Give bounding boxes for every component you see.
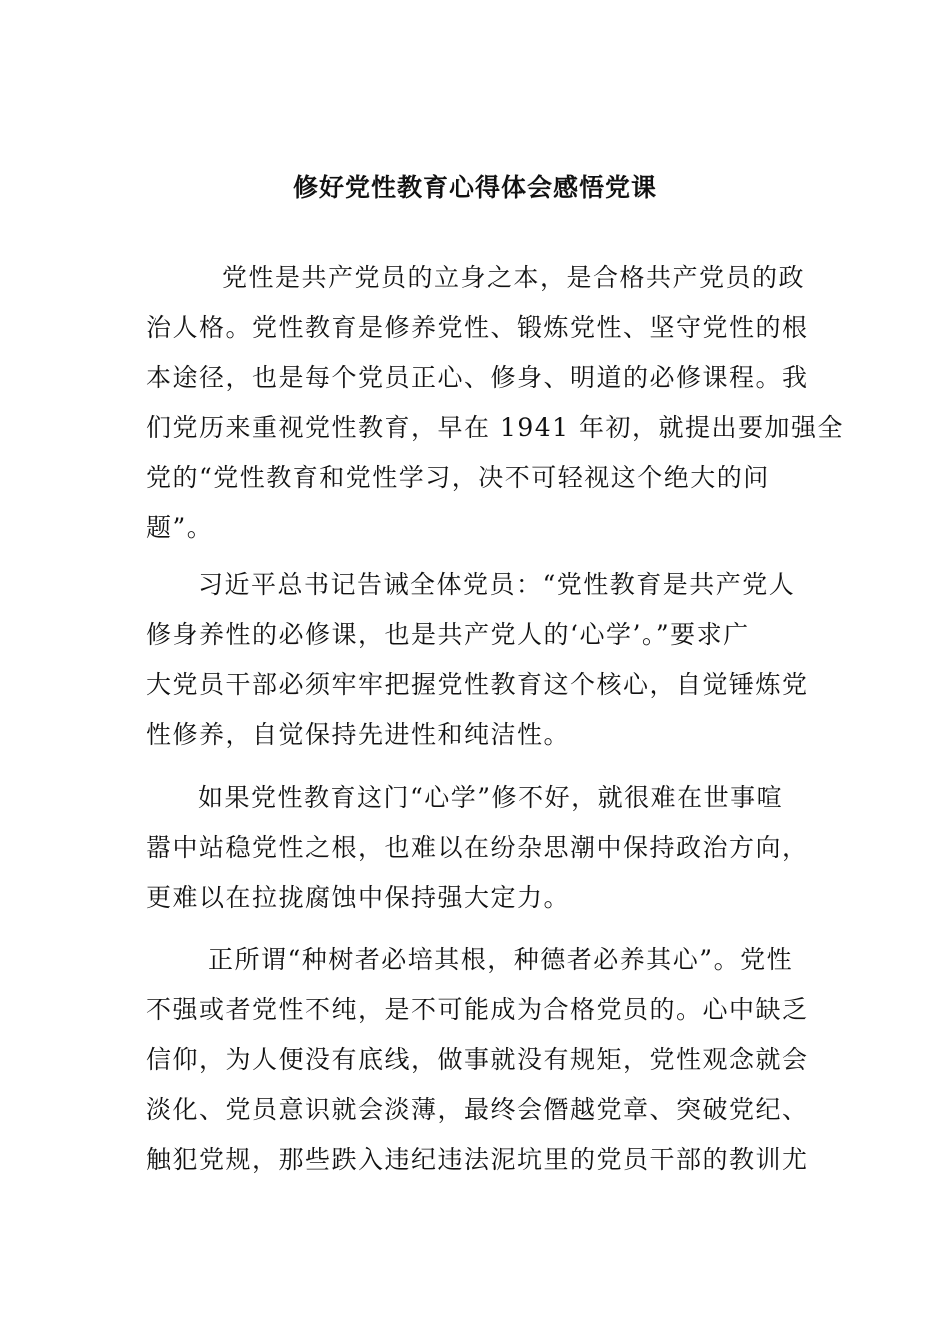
paragraph-3	[146, 773, 809, 923]
paragraph-line: 党的“党性教育和党性学习，决不可轻视这个绝大的问	[146, 463, 770, 492]
paragraph-line: 正所谓“种树者必培其根，种德者必养其心”。党性	[208, 945, 794, 974]
paragraph-4	[146, 935, 809, 1185]
paragraph-line: 本途径，也是每个党员正心、修身、明道的必修课程。我	[146, 363, 809, 392]
paragraph-line: 修身养性的必修课，也是共产党人的‘心学’。”要求广	[146, 620, 750, 649]
paragraph-2	[146, 560, 809, 760]
document-title: 修好党性教育心得体会感悟党课	[292, 173, 657, 202]
paragraph-line: 淡化、党员意识就会淡薄，最终会僭越党章、突破党纪、	[146, 1095, 809, 1124]
paragraph-line: 们党历来重视党性教育，早在 1941 年初，就提出要加强全	[146, 413, 845, 442]
paragraph-line: 如果党性教育这门“心学”修不好，就很难在世事喧	[198, 783, 784, 812]
paragraph-1	[146, 253, 845, 553]
paragraph-line: 触犯党规，那些跌入违纪违法泥坑里的党员干部的教训尤	[146, 1145, 809, 1174]
paragraph-line: 不强或者党性不纯，是不可能成为合格党员的。心中缺乏	[146, 995, 809, 1024]
paragraph-line: 治人格。党性教育是修养党性、锻炼党性、坚守党性的根	[146, 313, 809, 342]
paragraph-line: 习近平总书记告诫全体党员：“党性教育是共产党人	[198, 570, 796, 599]
paragraph-line: 嚣中站稳党性之根，也难以在纷杂思潮中保持政治方向，	[146, 833, 809, 862]
paragraph-line: 更难以在拉拢腐蚀中保持强大定力。	[146, 883, 571, 912]
paragraph-line: 党性是共产党员的立身之本，是合格共产党员的政	[222, 263, 806, 292]
paragraph-line: 信仰，为人便没有底线，做事就没有规矩，党性观念就会	[146, 1045, 809, 1074]
paragraph-line: 题”。	[146, 513, 214, 542]
paragraph-line: 性修养，自觉保持先进性和纯洁性。	[146, 720, 571, 749]
paragraph-line: 大党员干部必须牢牢把握党性教育这个核心，自觉锤炼党	[146, 670, 809, 699]
